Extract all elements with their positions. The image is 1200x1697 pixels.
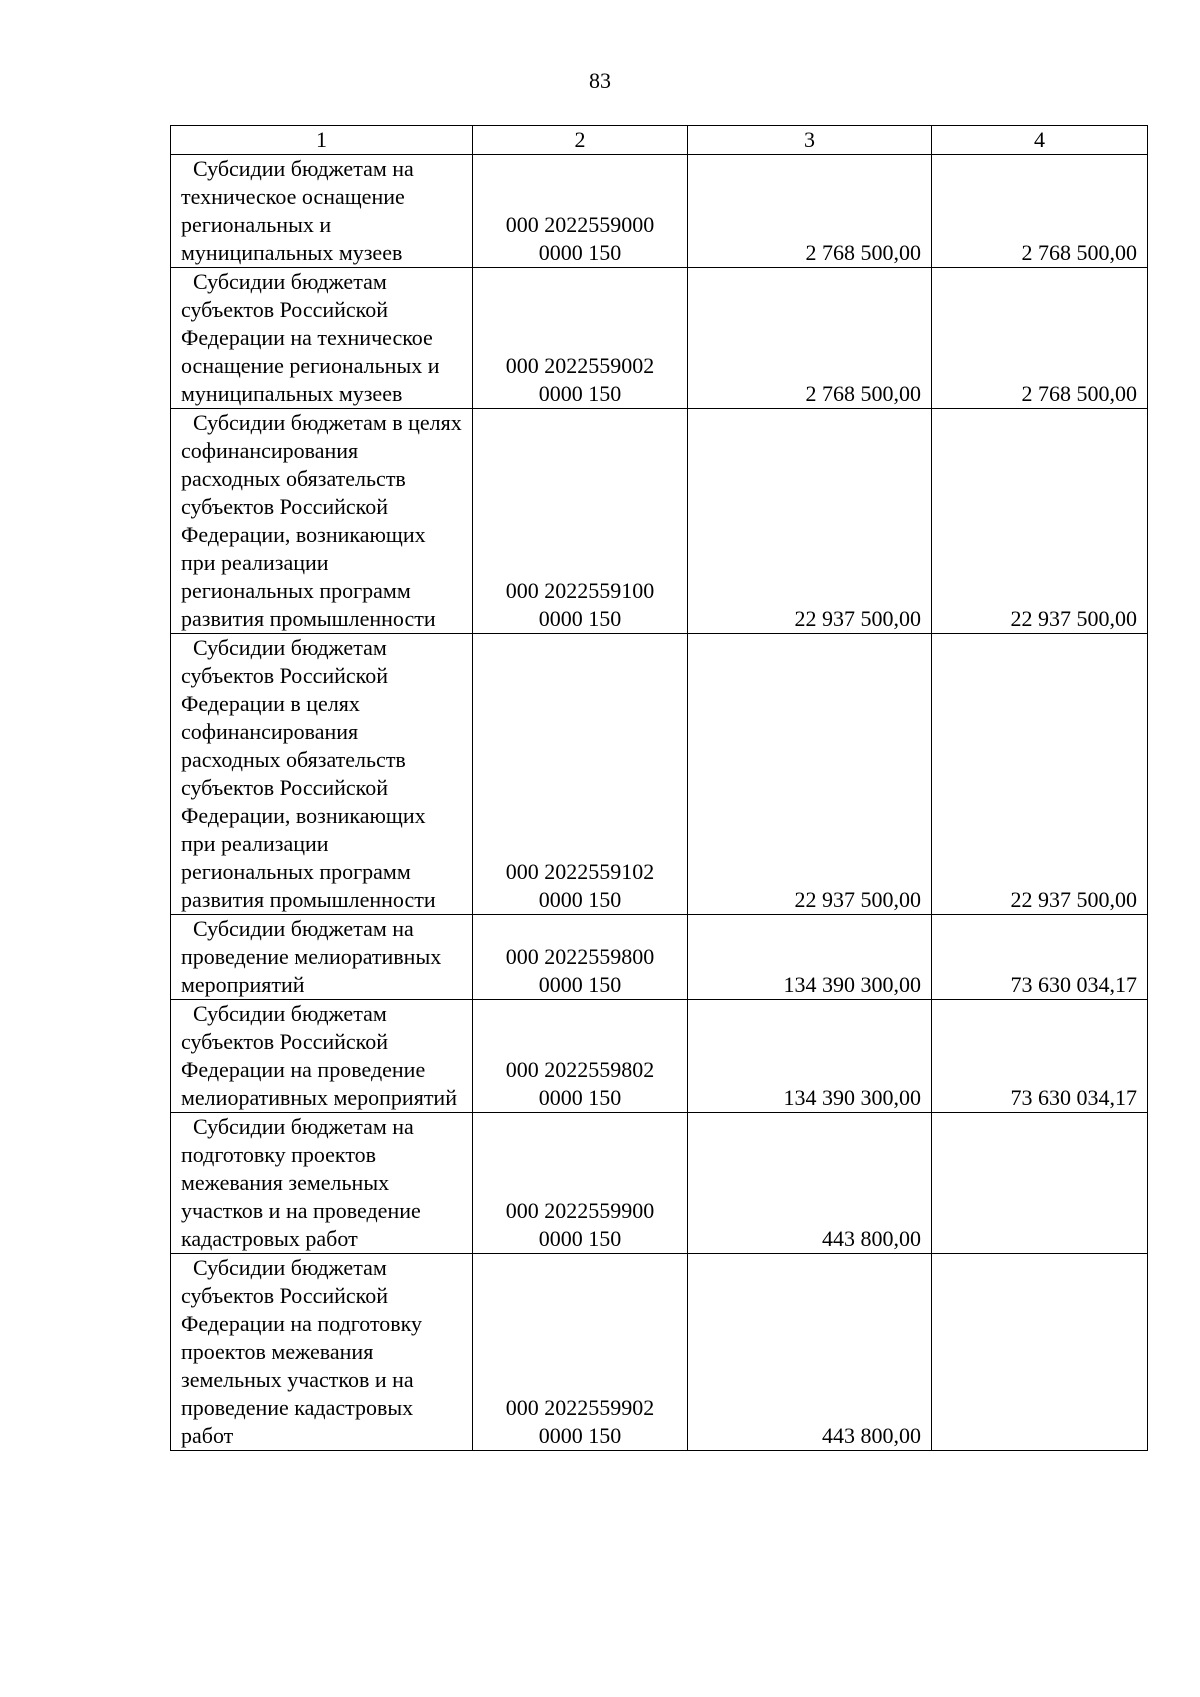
row-name-text: Субсидии бюджетам на техническое оснащение региональных и муниципальных музеев	[181, 156, 414, 265]
row-amount-col4: 73 630 034,17	[932, 915, 1148, 1000]
row-name-text: Субсидии бюджетам в целях софинансирования расходных обязательств субъектов Российской Федерации, возникающих при реализации региональных программ развития промышленности	[181, 410, 462, 631]
table-row	[171, 268, 1148, 409]
row-name	[171, 1000, 473, 1113]
row-amount-col3: 2 768 500,00	[688, 268, 932, 409]
row-amount-col4	[932, 1113, 1148, 1254]
table-row	[171, 1254, 1148, 1451]
column-header-1: 1	[171, 126, 473, 155]
column-header-4: 4	[932, 126, 1148, 155]
budget-table	[170, 125, 1148, 1451]
row-code: 000 2022559102 0000 150	[473, 634, 688, 915]
row-name-text: Субсидии бюджетам субъектов Российской Федерации на подготовку проектов межевания земельных участков и на проведение кадастровых работ	[181, 1255, 423, 1448]
row-amount-col4: 73 630 034,17	[932, 1000, 1148, 1113]
page-number: 83	[589, 68, 611, 93]
column-header-3: 3	[688, 126, 932, 155]
table-row	[171, 1113, 1148, 1254]
row-amount-col4: 22 937 500,00	[932, 634, 1148, 915]
row-code: 000 2022559000 0000 150	[473, 155, 688, 268]
row-code: 000 2022559902 0000 150	[473, 1254, 688, 1451]
table-row	[171, 409, 1148, 634]
row-name	[171, 268, 473, 409]
row-name	[171, 1113, 473, 1254]
row-name	[171, 1254, 473, 1451]
row-amount-col3: 134 390 300,00	[688, 1000, 932, 1113]
table-row	[171, 915, 1148, 1000]
row-name-text: Субсидии бюджетам субъектов Российской Федерации на техническое оснащение региональных и муниципальных музеев	[181, 269, 440, 406]
row-name-text: Субсидии бюджетам субъектов Российской Федерации на проведение мелиоративных мероприятий	[181, 1001, 457, 1110]
row-name-text: Субсидии бюджетам на проведение мелиоративных мероприятий	[181, 916, 442, 997]
row-name	[171, 155, 473, 268]
row-amount-col3: 2 768 500,00	[688, 155, 932, 268]
row-amount-col4: 2 768 500,00	[932, 268, 1148, 409]
row-amount-col4: 2 768 500,00	[932, 155, 1148, 268]
row-amount-col3: 22 937 500,00	[688, 634, 932, 915]
row-amount-col3: 134 390 300,00	[688, 915, 932, 1000]
row-amount-col4	[932, 1254, 1148, 1451]
table-row	[171, 155, 1148, 268]
row-name	[171, 634, 473, 915]
row-code: 000 2022559900 0000 150	[473, 1113, 688, 1254]
row-code: 000 2022559800 0000 150	[473, 915, 688, 1000]
table-header-row	[171, 126, 1148, 155]
row-code: 000 2022559002 0000 150	[473, 268, 688, 409]
row-name-text: Субсидии бюджетам субъектов Российской Федерации в целях софинансирования расходных обязательств субъектов Российской Федерации, возникающих при реализации региональных программ развития промышленности	[181, 635, 436, 912]
row-code: 000 2022559802 0000 150	[473, 1000, 688, 1113]
row-amount-col3: 443 800,00	[688, 1113, 932, 1254]
row-name	[171, 915, 473, 1000]
row-code: 000 2022559100 0000 150	[473, 409, 688, 634]
column-header-2: 2	[473, 126, 688, 155]
row-amount-col4: 22 937 500,00	[932, 409, 1148, 634]
table-row	[171, 634, 1148, 915]
row-name	[171, 409, 473, 634]
row-amount-col3: 22 937 500,00	[688, 409, 932, 634]
table-row	[171, 1000, 1148, 1113]
row-amount-col3: 443 800,00	[688, 1254, 932, 1451]
row-name-text: Субсидии бюджетам на подготовку проектов межевания земельных участков и на проведение кадастровых работ	[181, 1114, 421, 1251]
